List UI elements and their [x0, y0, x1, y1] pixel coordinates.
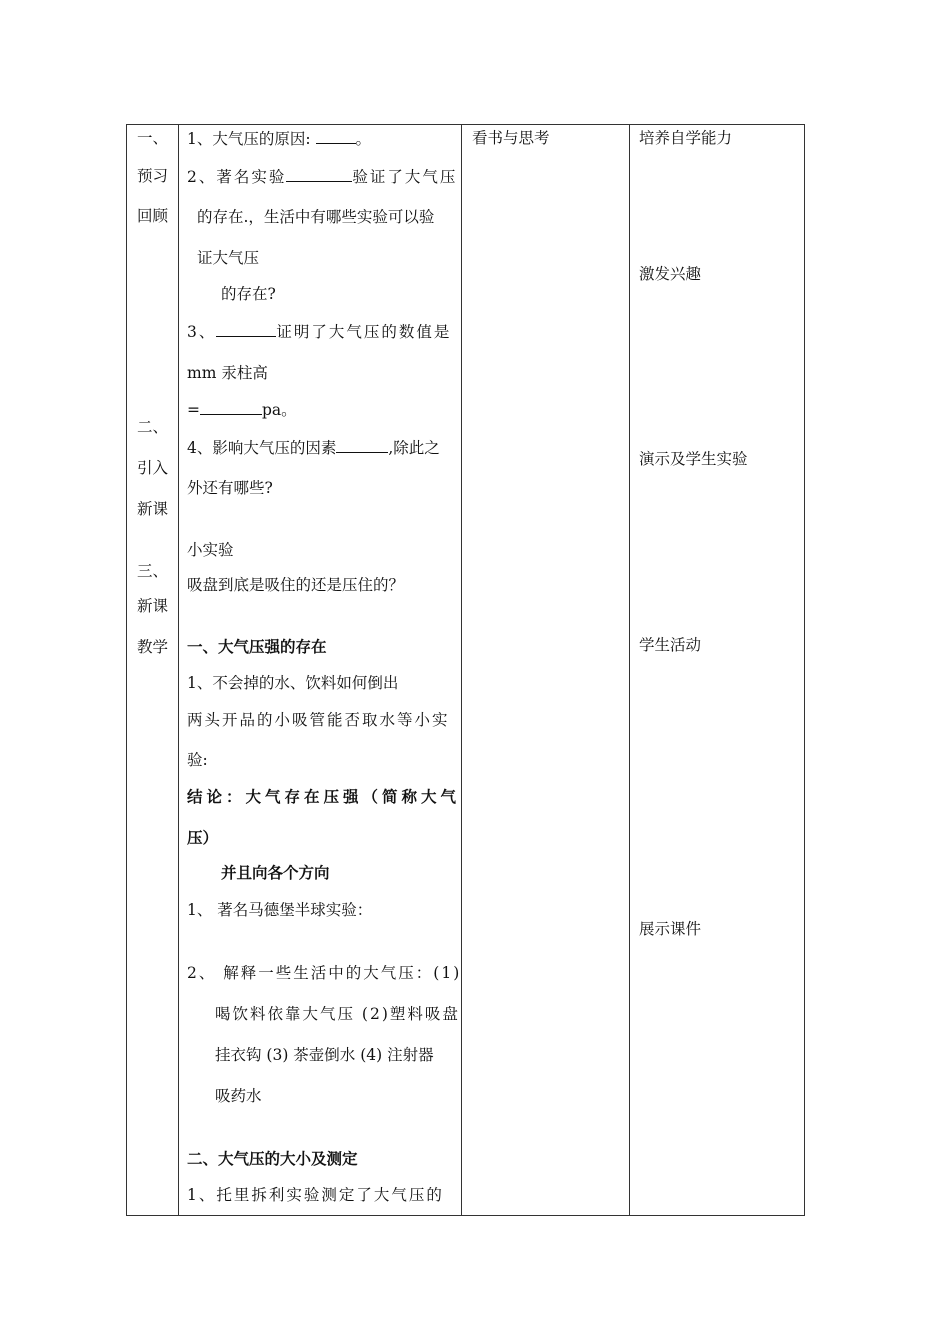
item-1-1: 1、不会掉的水、饮料如何倒出	[187, 674, 399, 692]
explain-item-line-4: 吸药水	[215, 1087, 262, 1105]
explain-item-line-2: 喝饮料依靠大气压 (2)塑料吸盘	[215, 1005, 460, 1023]
question-2-line-3: 证大气压	[197, 249, 260, 267]
heading-pressure-measurement: 二、大气压的大小及测定	[187, 1149, 358, 1168]
section-3-label-b: 教学	[137, 638, 169, 656]
item-1-2: 两头开品的小吸管能否取水等小实	[187, 711, 450, 729]
student-activity-column	[462, 125, 629, 1215]
section-1-label-a: 预习	[137, 167, 169, 185]
section-label-column	[127, 125, 178, 1215]
conclusion-line-3: 并且向各个方向	[221, 863, 330, 882]
blank	[286, 166, 352, 182]
conclusion-line-1: 结论：大气存在压强（简称大气	[187, 787, 461, 806]
explain-item-line-3: 挂衣钩 (3) 茶壶倒水 (4) 注射器	[215, 1046, 434, 1064]
section-2-label-b: 新课	[137, 500, 169, 518]
conclusion-line-2: 压）	[187, 828, 219, 847]
blank	[200, 399, 262, 415]
question-2-line-2: 的存在.，生活中有哪些实验可以验	[197, 208, 435, 226]
section-2-number: 二、	[137, 418, 169, 436]
item-1-3: 验:	[187, 751, 208, 769]
section-3-label-a: 新课	[137, 597, 169, 615]
intent-3: 演示及学生实验	[639, 450, 748, 468]
question-4-line-2: 外还有哪些?	[187, 479, 273, 497]
blank	[336, 437, 388, 453]
question-4-line-1: 4、影响大气压的因素 ,除此之	[187, 439, 440, 457]
design-intent-column	[630, 125, 806, 1215]
content-column	[179, 125, 461, 1215]
student-activity-1: 看书与思考	[472, 129, 550, 147]
question-3-line-1: 3、 证明了大气压的数值是	[187, 323, 452, 341]
explain-item-line-1: 2、 解释一些生活中的大气压：(1)	[187, 964, 462, 982]
magdeburg-item: 1、 著名马德堡半球实验：	[187, 901, 373, 919]
experiment-question: 吸盘到底是吸住的还是压住的？	[187, 576, 405, 594]
intent-4: 学生活动	[639, 636, 702, 654]
question-3-line-3: = pa。	[187, 401, 297, 419]
section-1-number: 一、	[137, 129, 169, 147]
question-1: 1、大气压的原因: 。	[187, 130, 372, 148]
blank	[316, 128, 356, 144]
question-3-line-2: mm 汞柱高	[187, 364, 268, 382]
question-2-line-1: 2、著名实验 验证了大气压	[187, 168, 458, 186]
intent-5: 展示课件	[639, 920, 702, 938]
lesson-plan-table	[126, 124, 805, 1216]
heading-atmospheric-pressure-existence: 一、大气压强的存在	[187, 637, 327, 656]
intent-1: 培养自学能力	[639, 129, 733, 147]
question-2-line-4: 的存在?	[221, 285, 276, 303]
intent-2: 激发兴趣	[639, 265, 702, 283]
section-1-label-b: 回顾	[137, 207, 169, 225]
section-2-label-a: 引入	[137, 459, 169, 477]
experiment-title: 小实验	[187, 541, 234, 559]
section-3-number: 三、	[137, 562, 169, 580]
torricelli-item: 1、托里拆利实验测定了大气压的	[187, 1186, 444, 1204]
blank	[216, 321, 276, 337]
